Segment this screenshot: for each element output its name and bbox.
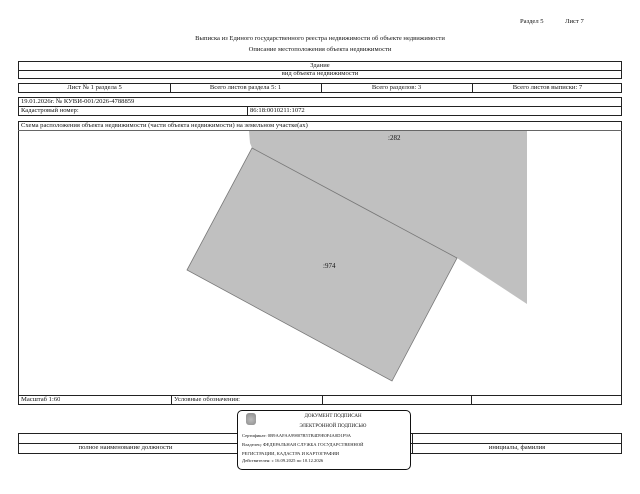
stamp-line-2: ЭЛЕКТРОННОЙ ПОДПИСЬЮ bbox=[299, 424, 367, 429]
scale-label: Масштаб 1:60 bbox=[21, 396, 61, 403]
cadastral-label: Кадастровый номер: bbox=[21, 107, 79, 114]
electronic-signature-stamp bbox=[237, 410, 411, 470]
section-sheets-cell: Всего листов раздела 5: 1 bbox=[209, 84, 282, 91]
stamp-line-1: ДОКУМЕНТ ПОДПИСАН bbox=[304, 414, 362, 419]
sheet-number-cell: Лист № 1 раздела 5 bbox=[67, 84, 122, 91]
document-title: Выписка из Единого государственного реестра недвижимости об объекте недвижимости bbox=[195, 35, 445, 42]
cadastral-number: 86:18:0010211:1072 bbox=[250, 107, 305, 114]
total-sheets-cell: Всего листов выписки: 7 bbox=[512, 84, 583, 91]
section-number: Раздел 5 bbox=[520, 18, 544, 25]
object-type-value: Здание bbox=[310, 62, 330, 69]
scheme-title: Схема расположения объекта недвижимости (части объекта недвижимости) на земельном участке(ах) bbox=[21, 122, 308, 129]
sheet-number: Лист 7 bbox=[565, 18, 584, 25]
position-caption: полное наименование должности bbox=[78, 444, 173, 451]
name-caption: инициалы, фамилия bbox=[488, 444, 546, 451]
stamp-owner-2: РЕГИСТРАЦИИ, КАДАСТРА И КАРТОГРАФИИ bbox=[242, 451, 340, 456]
stamp-owner-1: Владелец: ФЕДЕРАЛЬНАЯ СЛУЖБА ГОСУДАРСТВЕННОЙ bbox=[242, 442, 364, 447]
parcel-label-974: :974 bbox=[323, 262, 336, 270]
stamp-certificate: Сертификат: 0B9AAFAA99807B5TB4D9E0F4A0D1F9A bbox=[242, 433, 351, 438]
legend-label: Условные обозначения: bbox=[174, 396, 240, 403]
parcel-label-282: :282 bbox=[388, 134, 401, 142]
stamp-validity: Действителен: с 16.09.2025 по 10.12.2026 bbox=[242, 458, 324, 463]
object-type-caption: вид объекта недвижимости bbox=[281, 70, 359, 77]
total-sections-cell: Всего разделов: 3 bbox=[371, 84, 422, 91]
record-date-number: 19.01.2026г. № КУВИ-001/2026-4788859 bbox=[21, 98, 135, 105]
emblem-icon bbox=[246, 413, 256, 425]
document-subtitle: Описание местоположения объекта недвижимости bbox=[248, 46, 392, 53]
